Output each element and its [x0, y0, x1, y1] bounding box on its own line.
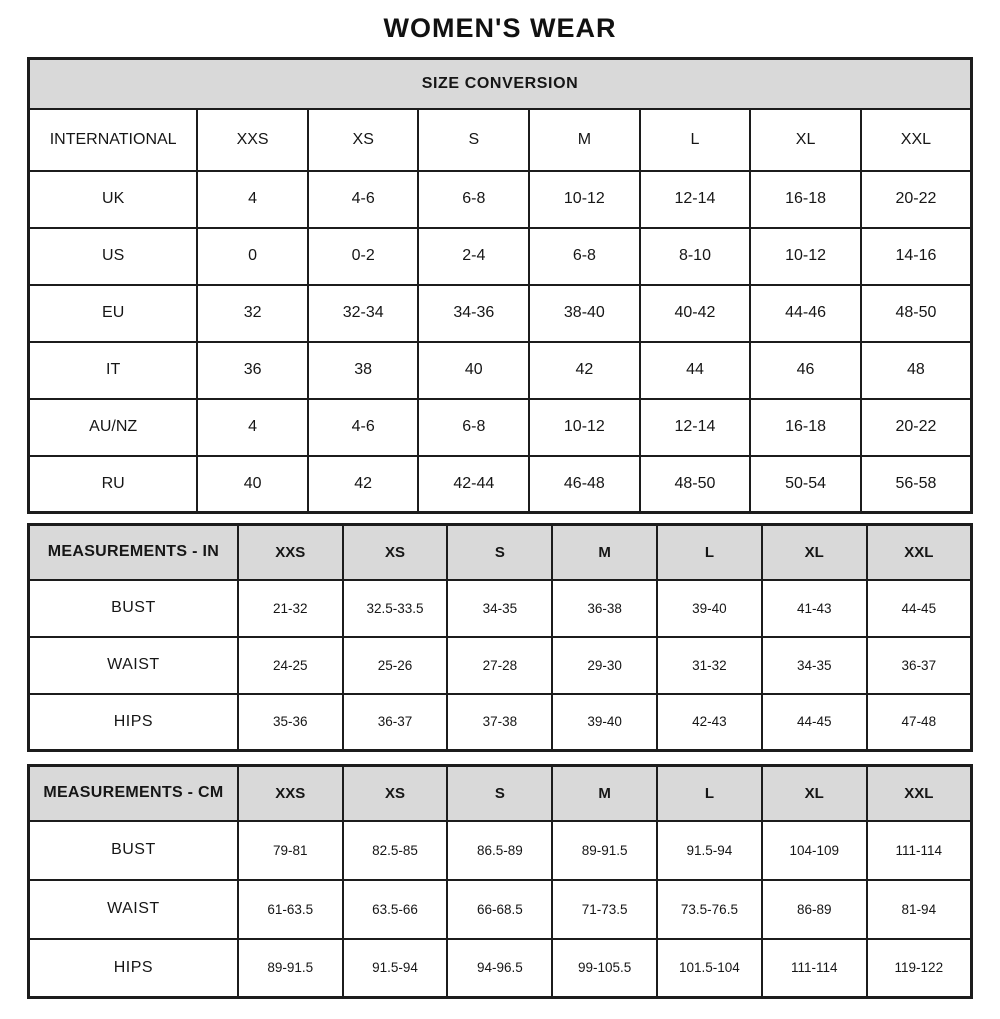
data-cell: 89-91.5: [552, 821, 657, 880]
data-cell: 39-40: [657, 580, 762, 637]
row-label: HIPS: [29, 694, 238, 751]
data-cell: 32: [197, 285, 308, 342]
row-label: HIPS: [29, 939, 238, 998]
data-cell: 32-34: [308, 285, 419, 342]
table-row: [29, 342, 972, 399]
data-cell: 16-18: [750, 399, 861, 456]
data-cell: 6-8: [529, 228, 640, 285]
data-cell: 34-35: [447, 580, 552, 637]
size-header-cell: L: [657, 525, 762, 580]
data-cell: 50-54: [750, 456, 861, 513]
page-title: WOMEN'S WEAR: [383, 13, 617, 43]
row-label: BUST: [29, 580, 238, 637]
data-cell: 40: [197, 456, 308, 513]
row-label: AU/NZ: [29, 399, 198, 456]
data-cell: 10-12: [529, 171, 640, 228]
row-label: UK: [29, 171, 198, 228]
data-cell: 2-4: [418, 228, 529, 285]
data-cell: 46-48: [529, 456, 640, 513]
data-cell: 35-36: [238, 694, 343, 751]
size-header-cell: M: [552, 525, 657, 580]
data-cell: 44: [640, 342, 751, 399]
data-cell: 94-96.5: [447, 939, 552, 998]
data-cell: 36-37: [867, 637, 972, 694]
corner-header-cell: MEASUREMENTS - IN: [29, 525, 238, 580]
row-label: WAIST: [29, 637, 238, 694]
data-cell: 20-22: [861, 171, 972, 228]
data-cell: 86.5-89: [447, 821, 552, 880]
data-cell: 44-45: [762, 694, 867, 751]
row-label: BUST: [29, 821, 238, 880]
size-header-cell: L: [657, 766, 762, 821]
data-cell: 63.5-66: [343, 880, 448, 939]
size-header-cell: S: [447, 525, 552, 580]
data-cell: 38: [308, 342, 419, 399]
data-cell: 42: [308, 456, 419, 513]
data-cell: 6-8: [418, 399, 529, 456]
data-cell: 36-37: [343, 694, 448, 751]
data-cell: 86-89: [762, 880, 867, 939]
data-cell: 73.5-76.5: [657, 880, 762, 939]
data-cell: 79-81: [238, 821, 343, 880]
data-cell: 42-44: [418, 456, 529, 513]
data-cell: 31-32: [657, 637, 762, 694]
data-cell: 61-63.5: [238, 880, 343, 939]
table-row: [29, 637, 972, 694]
header-row: [29, 109, 972, 171]
data-cell: 8-10: [640, 228, 751, 285]
size-header-cell: XL: [762, 525, 867, 580]
size-header-cell: XL: [750, 109, 861, 171]
size-header-cell: M: [529, 109, 640, 171]
data-cell: 119-122: [867, 939, 972, 998]
data-cell: 48: [861, 342, 972, 399]
data-cell: 91.5-94: [657, 821, 762, 880]
table-title-row: [29, 59, 972, 109]
data-cell: 81-94: [867, 880, 972, 939]
table-row: [29, 171, 972, 228]
row-label: RU: [29, 456, 198, 513]
data-cell: 0-2: [308, 228, 419, 285]
corner-header-cell: INTERNATIONAL: [29, 109, 198, 171]
corner-header-cell: MEASUREMENTS - CM: [29, 766, 238, 821]
row-label: US: [29, 228, 198, 285]
data-cell: 20-22: [861, 399, 972, 456]
size-header-cell: XS: [343, 766, 448, 821]
data-cell: 48-50: [861, 285, 972, 342]
data-cell: 89-91.5: [238, 939, 343, 998]
data-cell: 4-6: [308, 171, 419, 228]
data-cell: 104-109: [762, 821, 867, 880]
size-header-cell: XXS: [197, 109, 308, 171]
size-header-cell: S: [447, 766, 552, 821]
data-cell: 46: [750, 342, 861, 399]
size-header-cell: M: [552, 766, 657, 821]
data-cell: 66-68.5: [447, 880, 552, 939]
table-row: [29, 694, 972, 751]
size-header-cell: XS: [343, 525, 448, 580]
data-cell: 71-73.5: [552, 880, 657, 939]
data-cell: 47-48: [867, 694, 972, 751]
table-row: [29, 880, 972, 939]
data-cell: 41-43: [762, 580, 867, 637]
measurements-cm-table: [27, 764, 973, 999]
data-cell: 12-14: [640, 399, 751, 456]
data-cell: 111-114: [762, 939, 867, 998]
data-cell: 36: [197, 342, 308, 399]
size-header-cell: XXL: [867, 525, 972, 580]
data-cell: 38-40: [529, 285, 640, 342]
size-header-cell: XS: [308, 109, 419, 171]
table-row: [29, 821, 972, 880]
data-cell: 27-28: [447, 637, 552, 694]
data-cell: 25-26: [343, 637, 448, 694]
data-cell: 82.5-85: [343, 821, 448, 880]
table-row: [29, 580, 972, 637]
data-cell: 42: [529, 342, 640, 399]
data-cell: 6-8: [418, 171, 529, 228]
data-cell: 34-35: [762, 637, 867, 694]
data-cell: 0: [197, 228, 308, 285]
data-cell: 4-6: [308, 399, 419, 456]
table-row: [29, 456, 972, 513]
data-cell: 10-12: [529, 399, 640, 456]
data-cell: 16-18: [750, 171, 861, 228]
data-cell: 21-32: [238, 580, 343, 637]
data-cell: 4: [197, 399, 308, 456]
data-cell: 44-46: [750, 285, 861, 342]
data-cell: 36-38: [552, 580, 657, 637]
data-cell: 56-58: [861, 456, 972, 513]
data-cell: 40-42: [640, 285, 751, 342]
data-cell: 12-14: [640, 171, 751, 228]
measurements-in-table: [27, 523, 973, 752]
size-header-cell: L: [640, 109, 751, 171]
data-cell: 4: [197, 171, 308, 228]
size-header-cell: XXL: [867, 766, 972, 821]
data-cell: 32.5-33.5: [343, 580, 448, 637]
size-header-cell: S: [418, 109, 529, 171]
row-label: IT: [29, 342, 198, 399]
data-cell: 44-45: [867, 580, 972, 637]
table-row: [29, 399, 972, 456]
data-cell: 111-114: [867, 821, 972, 880]
header-row: [29, 525, 972, 580]
size-header-cell: XXL: [861, 109, 972, 171]
data-cell: 14-16: [861, 228, 972, 285]
data-cell: 91.5-94: [343, 939, 448, 998]
table-row: [29, 285, 972, 342]
size-header-cell: XXS: [238, 766, 343, 821]
data-cell: 10-12: [750, 228, 861, 285]
data-cell: 101.5-104: [657, 939, 762, 998]
table-row: [29, 939, 972, 998]
header-row: [29, 766, 972, 821]
size-header-cell: XXS: [238, 525, 343, 580]
data-cell: 24-25: [238, 637, 343, 694]
table-row: [29, 228, 972, 285]
data-cell: 48-50: [640, 456, 751, 513]
data-cell: 34-36: [418, 285, 529, 342]
row-label: WAIST: [29, 880, 238, 939]
size-header-cell: XL: [762, 766, 867, 821]
table-title: SIZE CONVERSION: [29, 59, 972, 109]
data-cell: 37-38: [447, 694, 552, 751]
data-cell: 40: [418, 342, 529, 399]
row-label: EU: [29, 285, 198, 342]
data-cell: 42-43: [657, 694, 762, 751]
data-cell: 29-30: [552, 637, 657, 694]
size-conversion-table: [27, 57, 973, 514]
data-cell: 39-40: [552, 694, 657, 751]
data-cell: 99-105.5: [552, 939, 657, 998]
